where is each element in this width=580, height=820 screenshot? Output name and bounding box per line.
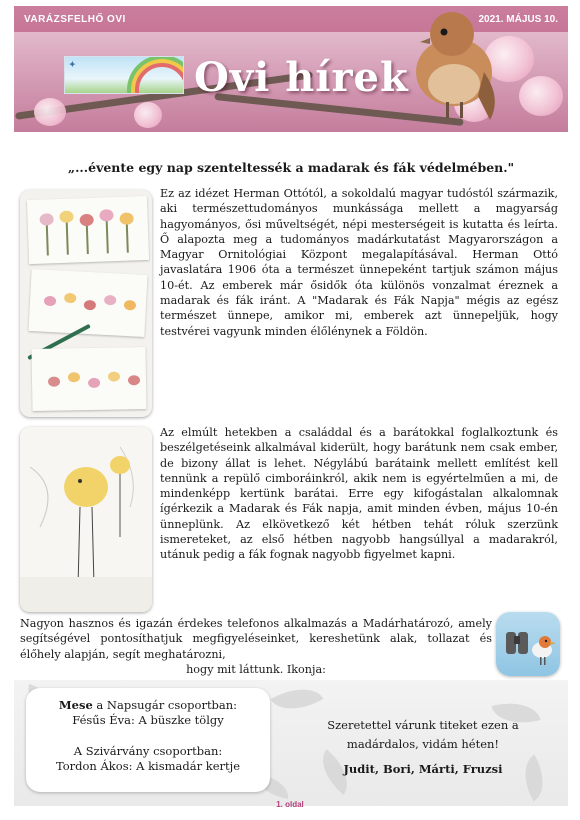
tale-label: Mese bbox=[58, 698, 93, 712]
art-paper bbox=[27, 196, 149, 264]
page-title: Ovi hírek bbox=[194, 54, 409, 101]
issue-date: 2021. MÁJUS 10. bbox=[478, 14, 558, 25]
app-paragraph-last-line: hogy mit láttunk. Ikonja: bbox=[186, 662, 326, 676]
blossom-image bbox=[34, 98, 66, 126]
intro-paragraph: Ez az idézet Herman Ottótól, a sokoldalú magyar tudóstól származik, aki természettudományos munkássága mellett a magyarság hagyományos, ősi műveltségét, népi mesterségeit is kutatta és leírta. Ő alapozta meg a tudományos madárkutatást Magyarországon a Magyar Ornitológiai Központ megalapításával. Herman Ottó javaslatára 1906 óta a természet ünnepeként tartjuk számon május 10-ét. Az emberek már ősidők óta különös vonzalmat éreznek a madarak és fák iránt. A "Madarak és Fák Napja" mégis az egész természet ünnepe, amikor mi, emberek azt ünnepeljük, hogy testvérei vagyunk minden élőlénynek a Földön. bbox=[160, 187, 558, 338]
kindergarten-logo bbox=[64, 56, 184, 94]
app-paragraph-text: Nagyon hasznos és igazán érdekes telefonos alkalmazás a Madárhatározó, amely segítségével pontosíthatjuk megfigyeléseinket, kereshetünk alak, tollazat és élőhely alapján, segít meghatározni, bbox=[20, 617, 492, 661]
greeting-block bbox=[290, 716, 556, 779]
tale-group-sunbeam bbox=[26, 698, 270, 728]
bird-drawing-image bbox=[20, 427, 152, 612]
binoculars-bird-icon bbox=[496, 612, 560, 676]
friends-paragraph: Az elmúlt hetekben a családdal és a barátokkal foglalkoztunk és beszélgetéseink alkalmával kiderült, hogy barátunk nem csak ember, de bizony állat is lehet. Négylábú barátaink mellett említést kell tennünk a repülő cimboráinkról, akik nem is egyértelműen a mi, de mindenképp kertünk barátai. Erre egy kifogástalan alkalomnak ígérkezik a Madarak és Fák napja, amit minden évben, május 10-én ünneplünk. Az elkövetkező két hétben tehát róluk szerzünk ismereteket, az első hétben nagyobb hangsúllyal a madarakról, utánuk pedig a fák fognak nagyobb figyelmet kapni. bbox=[160, 426, 558, 562]
bird-drawing-photo bbox=[20, 427, 152, 612]
logo-mark: ✦ bbox=[69, 60, 76, 69]
tale-group-rainbow bbox=[26, 744, 270, 774]
header-banner bbox=[14, 6, 568, 132]
tale-story-title: Fésűs Éva: A büszke tölgy bbox=[72, 713, 224, 727]
app-paragraph bbox=[20, 616, 492, 677]
newsletter-kicker: VARÁZSFELHŐ OVI bbox=[24, 14, 126, 25]
blossom-image bbox=[134, 102, 162, 128]
page-number: 1. oldal bbox=[276, 800, 304, 809]
tale-info-box bbox=[26, 688, 270, 792]
art-paper bbox=[31, 347, 146, 411]
signature: Judit, Bori, Márti, Fruzsi bbox=[343, 762, 503, 776]
quote-heading: „...évente egy nap szenteltessék a madarak és fák védelmében." bbox=[67, 160, 515, 175]
bird-app-icon bbox=[496, 612, 560, 676]
fingerprint-art-photo bbox=[20, 190, 152, 417]
rainbow-icon bbox=[135, 63, 184, 94]
blossom-image bbox=[519, 76, 563, 116]
greeting-text: Szeretettel várunk titeket ezen a madárdalos, vidám héten! bbox=[327, 718, 519, 751]
tale-group-title: a Napsugár csoportban: bbox=[92, 698, 238, 712]
tale-story-title: Tordon Ákos: A kismadár kertje bbox=[55, 759, 241, 773]
tale-group-title: A Szivárvány csoportban: bbox=[73, 744, 223, 758]
